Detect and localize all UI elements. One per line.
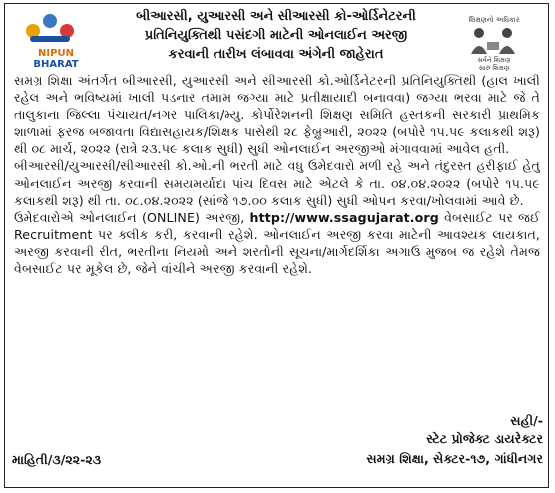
paragraph-3 (14, 209, 540, 277)
paragraph-1: સમગ્ર શિક્ષા અંતર્ગત બીઆરસી, યુઆરસી અને સીઆરસી કો.ઓર્ડિનેટરની પ્રતિનિયુક્તિથી (હાલ ખાલી રહેલ અને ભવિષ્યમાં ખાલી પડનાર તમામ જગ્યા માટે પ્રતીક્ષાયાદી બનાવવા) જગ્યા ભરવા માટે જે તે તાલુકાના જિલ્લા પંચાયત/નગર પાલિકા/મ્યુ. કોર્પોરેશનની શિક્ષણ સમિતિ હસ્તકની સરકારી પ્રાથમિક શાળામાં ફરજ બજાવતા વિદ્યાસહાયક/શિક્ષક પાસેથી ૨૮ ફેબ્રુઆરી, ૨૦૨૨ (બપોરે ૧૫.૫૯ કલાકથી શરૂ) થી ૦૮ માર્ચ, ૨૦૨૨ (રાત્રે ૨૩.૫૯ કલાક સુધી) સુધી ઓનલાઈન અરજીઓ મંગાવવામાં આવેલ હતી. (14, 73, 540, 157)
paragraph-3-text-2: વેબસાઈટ પર જઈ Recruitment પર ક્લીક કરી, કરવાની રહેશે. ઓનલાઈન અરજી કરવા માટેની આવશ્યક લાયકાત, અરજી કરવાની રીત, ભરતીના નિયમો અને શરતોની સૂચના/માર્ગદર્શિકા અગાઉ મુજબ જ રહેશે તેમજ વેબસાઈટ પર મૂકેલ છે, જેને વાંચીને અરજી કરવાની રહેશે. (14, 209, 540, 277)
reference-number: માહિતી/૩/૨૨-૨૩ (12, 452, 102, 467)
nipun-bharat-logo (12, 10, 94, 76)
header-line-3: કરવાની તારીખ લંબાવવા અંગેની જાહેરાત (168, 47, 384, 62)
website-link[interactable]: http://www.ssagujarat.org (249, 209, 439, 225)
rte-logo-top-text: શિક્ષણનો અધિકાર (468, 16, 520, 24)
children-emblem-icon (24, 10, 76, 44)
children-reading-icon (449, 26, 539, 56)
rte-logo-bottom-text-2: સારું શિક્ષણ (478, 64, 510, 72)
logo-text-bharat: BHARAT (33, 59, 79, 70)
paragraph-3-text-1: ઉમેદવારોએ ઓનલાઈન (ONLINE) અરજી, (14, 209, 250, 225)
header-line-2: પ્રતિનિયુક્તિથી પસંદગી માટેની ઓનલાઈન અરજી (144, 28, 408, 43)
paragraph-2: બીઆરસી/યુઆરસી/સીઆરસી કો.ઓ.ની ભરતી માટે વધુ ઉમેદવારો મળી રહે અને તંદુરસ્ત હરીફાઈ હેતુ ઓનલાઈન અરજી કરવાની સમયમર્યાદા પાંચ દિવસ માટે એટલે કે તા. ૦૪.૦૪.૨૦૨૨ (બપોરે ૧૫.૫૯ કલાકથી શરૂ) થી તા. ૦૮.૦૪.૨૦૨૨ (સાંજે ૧૭.૦૦ કલાક સુધી) સુધી ઓપન કરવા/ખોલવામાં આવે છે. (14, 158, 540, 208)
header-line-1: બીઆરસી, યુઆરસી અને સીઆરસી કો-ઓર્ડિનેટરની (136, 9, 416, 24)
rte-logo-bottom-text-1: સર્વને શિક્ષણ (477, 56, 511, 64)
notice-body (14, 72, 540, 277)
signatory-title: સ્ટેટ પ્રોજેક્ટ ડાયરેક્ટર (426, 431, 543, 446)
rte-logo (445, 12, 543, 74)
logo-text-nipun: NIPUN (38, 48, 74, 59)
signature-mark: સહી/- (510, 413, 543, 428)
signatory-office: સમગ્ર શિક્ષા, સેક્ટર-૧૭, ગાંધીનગર (366, 451, 543, 466)
